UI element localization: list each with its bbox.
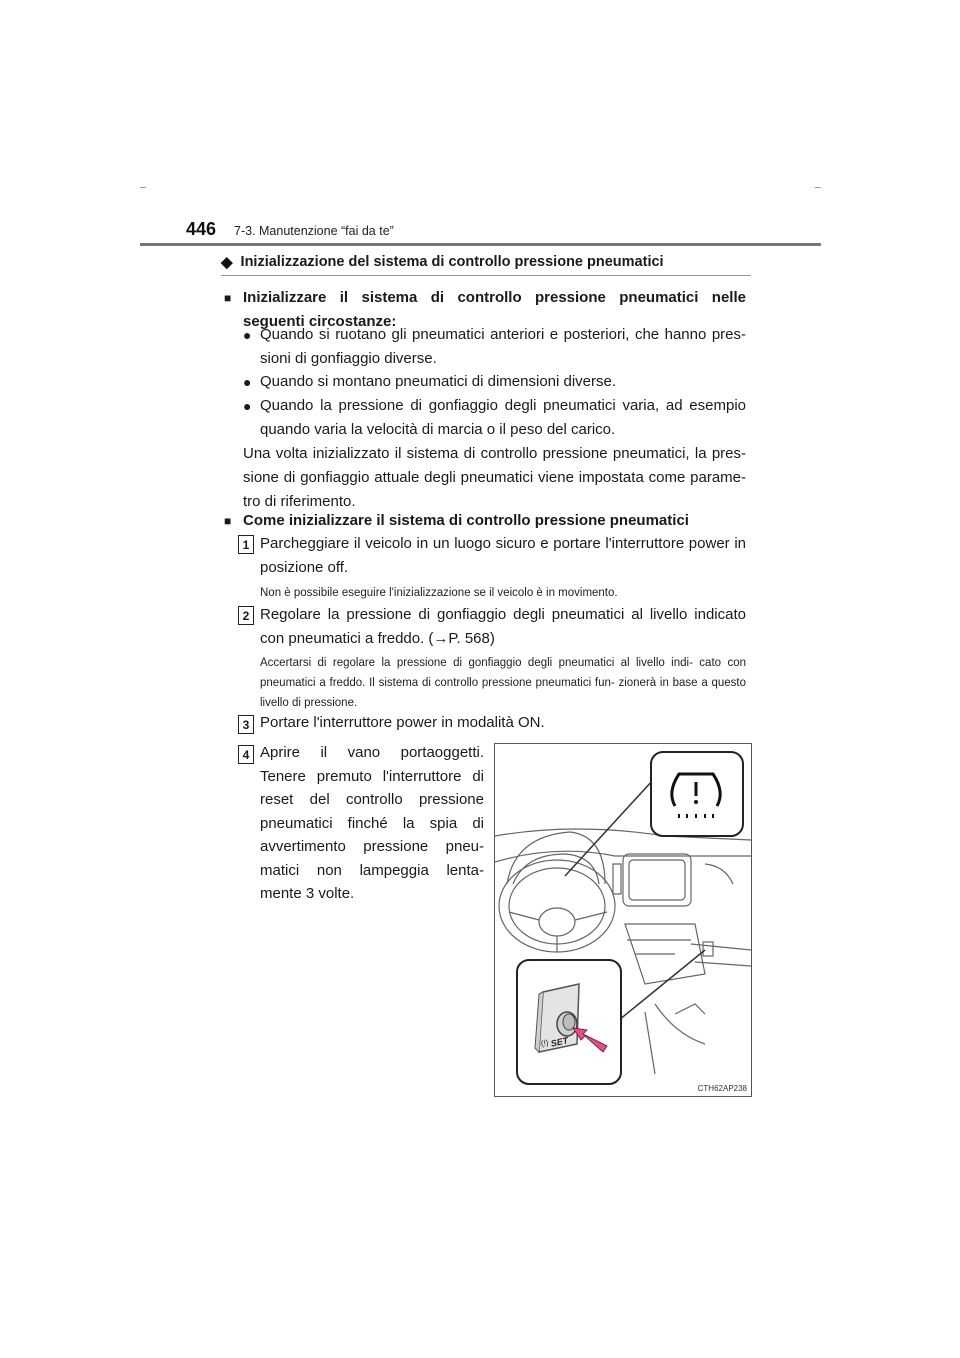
crop-mark [815, 187, 821, 188]
bullet-dot-icon: ● [243, 398, 252, 414]
step-3-text: Portare l'interruttore power in modalità ON. [260, 714, 545, 731]
bullet-dot-icon: ● [243, 327, 252, 343]
step-2-note: Accertarsi di regolare la pressione di gonfiaggio degli pneumatici al livello indi- cato con pneumatici a freddo. Il sistema di controllo pressione pneumatici fun- zionerà in base a questo livello di pressione. [260, 657, 746, 709]
step-number-4: 4 [238, 745, 254, 764]
svg-text:(!): (!) [540, 1037, 550, 1049]
block1-paragraph: Una volta inizializzato il sistema di controllo pressione pneumatici, la pres- sione di gonfiaggio attuale degli pneumatici viene impostata come parame- tro di riferimento. [243, 445, 746, 510]
tpms-reset-illustration [494, 743, 752, 1097]
crop-mark [140, 187, 146, 188]
svg-text:SET: SET [549, 1035, 570, 1049]
step-1-text: Parcheggiare il veicolo in un luogo sicuro e portare l'interruttore power in posizione off. [260, 535, 746, 576]
section-title: 7-3. Manutenzione “fai da te” [234, 224, 394, 238]
square-bullet-icon: ■ [224, 291, 232, 305]
step-1-note: Non è possibile eseguire l'inizializzazione se il veicolo è in movimento. [260, 587, 618, 599]
diamond-icon: ◆ [221, 254, 233, 271]
step-2-text: Regolare la pressione di gonfiaggio degli pneumatici al livello indicato con pneumatici a freddo. (→P. 568) [260, 606, 746, 647]
subheading-rule [221, 275, 751, 276]
square-bullet-icon: ■ [224, 514, 232, 528]
list-item: ● Quando si ruotano gli pneumatici anteriori e posteriori, che hanno pres- sioni di gonfiaggio diverse. [243, 323, 746, 371]
page-number: 446 [186, 219, 217, 239]
block1-title: ■ Inizializzare il sistema di controllo pressione pneumatici nelle seguenti circostanze: [224, 286, 746, 334]
block2-title: ■ Come inizializzare il sistema di controllo pressione pneumatici [224, 509, 746, 533]
tpms-reset-switch [535, 984, 579, 1052]
figure-code: CTH62AP238 [697, 1084, 747, 1093]
step-4-text: Aprire il vano portaoggetti. Tenere premuto l'interruttore di reset del controllo pressione pneumatici finché la spia di avvertimento pressione pneu- matici non lampeggia lenta- mente 3 volte. [260, 744, 484, 902]
header-rule [140, 243, 821, 246]
subheading [221, 253, 751, 271]
step-number-3: 3 [238, 715, 254, 734]
step-number-2: 2 [238, 606, 254, 625]
list-item: ● Quando la pressione di gonfiaggio degli pneumatici varia, ad esempio quando varia la velocità di marcia o il peso del carico. [243, 394, 746, 442]
bullet-dot-icon: ● [243, 374, 252, 390]
dashboard-illustration [495, 744, 751, 1096]
list-item: ● Quando si montano pneumatici di dimensioni diverse. [243, 370, 746, 394]
subheading-text: Inizializzazione del sistema di controllo pressione pneumatici [240, 254, 664, 270]
step-number-1: 1 [238, 535, 254, 554]
